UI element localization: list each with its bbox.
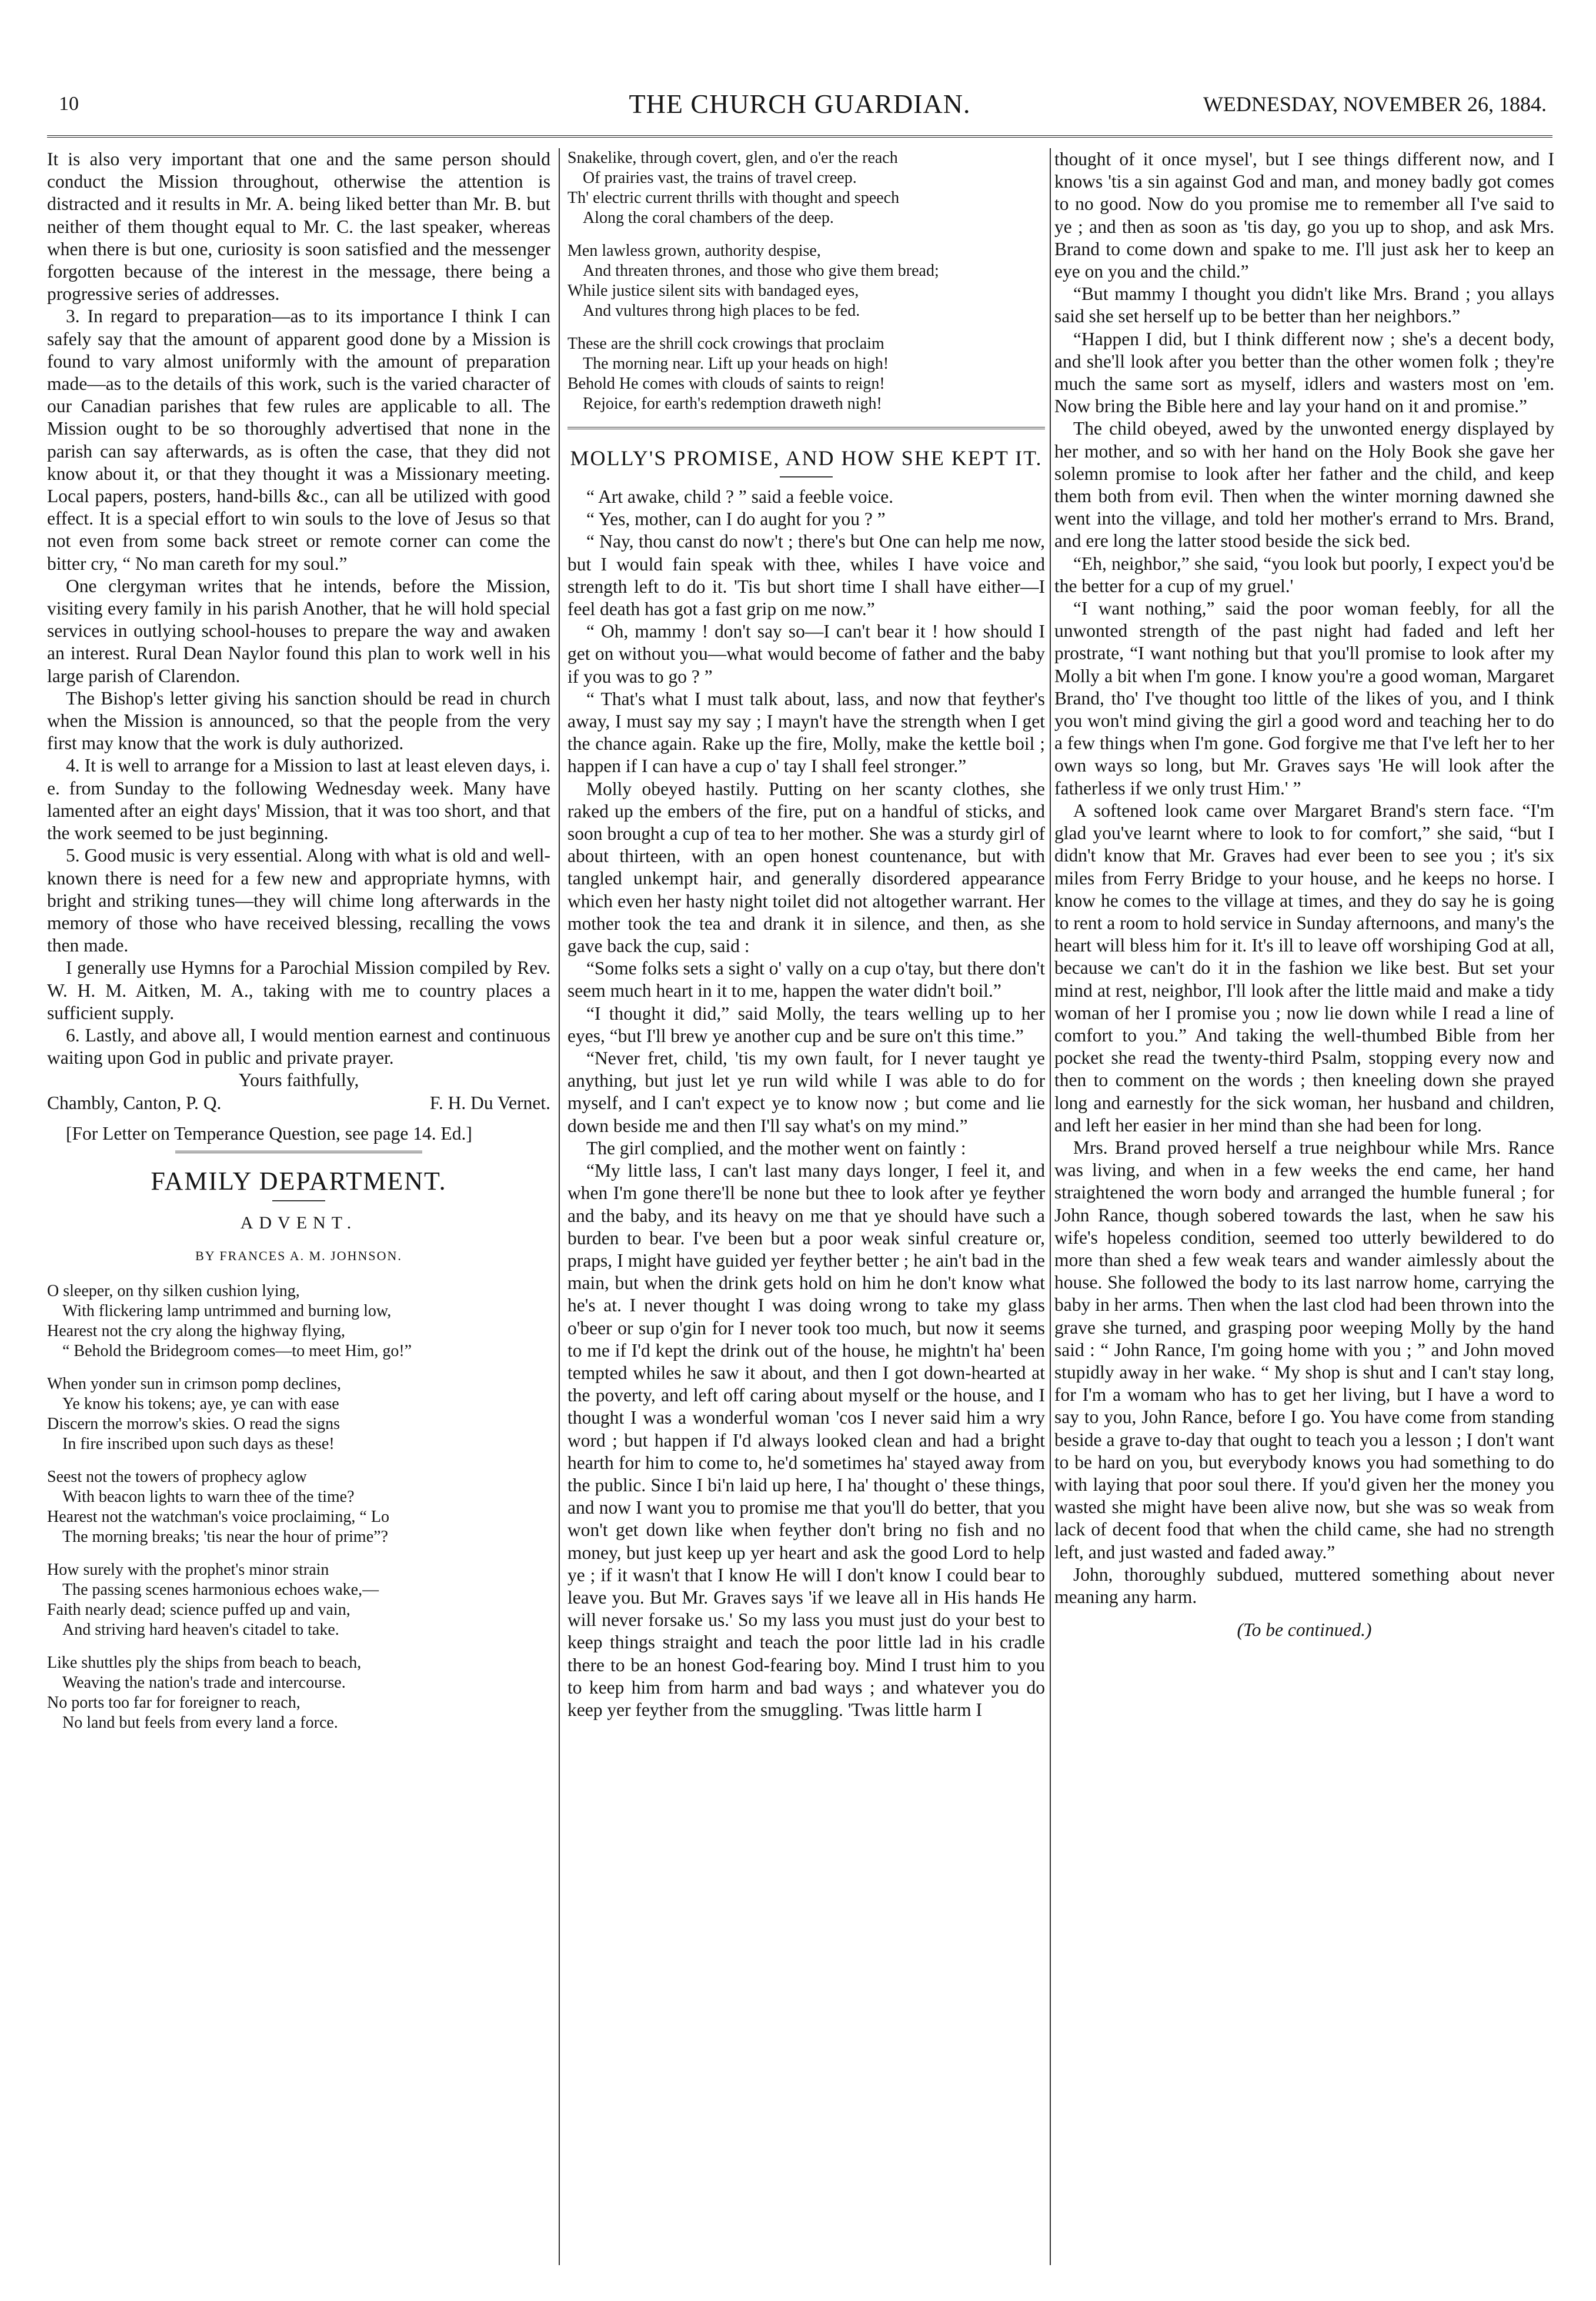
paragraph: “ Art awake, child ? ” said a feeble voice. (586, 486, 894, 507)
paragraph: “ That's what I must talk about, lass, and now that feyther's away, I must say my say ; I mayn't have the strength when I get the chance again. Rake up the fire, Molly, make the kettle boil ; happen if I can have a cup o' tay I shall feel stronger.” (567, 688, 1045, 777)
paragraph: The girl complied, and the mother went on faintly : (586, 1137, 966, 1158)
poem-stanza (47, 1560, 550, 1640)
column-2 (567, 148, 1045, 2289)
poem-stanza (567, 241, 1045, 321)
poem-line: And vultures throng high places to be fed. (583, 302, 860, 320)
poem-line: And threaten thrones, and those who give them bread; (583, 262, 939, 280)
paragraph: “Eh, neighbor,” she said, “you look but poorly, I expect you'd be the better for a cup of my gruel.' (1054, 553, 1554, 596)
paragraph: “ Nay, thou canst do now't ; there's but One can help me now, but I would fain speak with thee, whiles I have voice and strength left to do it. 'Tis but short time I shall have either—I feel death has got a fast grip on me now.” (567, 531, 1045, 620)
poem-stanza (567, 334, 1045, 414)
column-3 (1054, 148, 1554, 2289)
paragraph: 4. It is well to arrange for a Mission to last at least eleven days, i. e. from Sunday to the following Wednesday week. Many have lamented after an eight days' Mission, that it was too short, and that the work seemed to be just beginning. (47, 755, 550, 844)
poem-line: Hearest not the cry along the highway flying, (47, 1322, 345, 1341)
page-number: 10 (59, 93, 79, 115)
letter-closing: Yours faithfully, (238, 1070, 359, 1091)
poem-line: How surely with the prophet's minor strain (47, 1561, 329, 1579)
paragraph: “I thought it did,” said Molly, the tears welling up to her eyes, “but I'll brew ye another cup and be sure on't this time.” (567, 1003, 1045, 1046)
paragraph: thought of it once mysel', but I see things different now, and I knows 'tis a sin against God and man, and money badly got comes to no good. Now do you promise me to remember all I've said to ye ; and then as soon as 'tis day, go you up to shop, and ask Mrs. Brand to come down and spake to me. I'll just ask her to keep an eye on you and the child.” (1054, 149, 1554, 282)
poem-part-1 (47, 1281, 550, 1733)
paragraph: “ Oh, mammy ! don't say so—I can't bear it ! how should I get on without you—what would become of father and the baby if you was to go ? ” (567, 621, 1045, 687)
poem-line: Faith nearly dead; science puffed up and vain, (47, 1601, 350, 1619)
paragraph: “But mammy I thought you didn't like Mrs. Brand ; you allays said she set herself up to be better than her neighbors.” (1054, 283, 1554, 327)
paragraph: A softened look came over Margaret Brand's stern face. “I'm glad you've learnt where to look to for comfort,” she said, “but I didn't know that Mr. Graves had ever been to see you ; it's six miles from Ferry Bridge to your house, and he keeps no horse. I know he comes to the village at times, and they do say he is going to rent a room to hold service in Sunday afternoons, and many's the heart will bless him for it. It's ill to leave off worshiping God at all, because we can't do it in the fashion we like best. But set your mind at rest, neighbor, I'll look after the little maid and make a tidy woman of her I promise you ; now lie down while I read a line of comfort to you.” And taking the well-thumbed Bible from her pocket she read the twenty-third Psalm, stopping every now and then to comment on the words ; then kneeling down she prayed long and earnestly for the sick woman, her husband and children, and left her easier in her mind than she had been for long. (1054, 800, 1554, 1136)
column-divider (559, 148, 560, 2265)
poem-line: Seest not the towers of prophecy aglow (47, 1468, 307, 1487)
paragraph: “Some folks sets a sight o' vally on a cup o'tay, but there don't seem much heart in it to me, happen the water didn't boil.” (567, 958, 1045, 1001)
paragraph: John, thoroughly subdued, muttered something about never meaning any harm. (1054, 1564, 1554, 1607)
poem-line: Discern the morrow's skies. O read the signs (47, 1415, 340, 1434)
letter-signature-line (47, 1092, 550, 1114)
section-divider (567, 427, 1045, 429)
poem-title: ADVENT. (240, 1213, 358, 1233)
poem-line: Of prairies vast, the trains of travel creep. (583, 169, 857, 187)
masthead (47, 88, 1552, 138)
section-title: FAMILY DEPARTMENT. (151, 1166, 447, 1195)
poem-byline: BY FRANCES A. M. JOHNSON. (195, 1248, 402, 1264)
poem-line: With flickering lamp untrimmed and burning low, (62, 1302, 392, 1321)
poem-line: Hearest not the watchman's voice proclaiming, “ Lo (47, 1508, 389, 1527)
poem-line: The passing scenes harmonious echoes wake,— (62, 1581, 379, 1599)
poem-line: O sleeper, on thy silken cushion lying, (47, 1282, 300, 1301)
poem-line: Along the coral chambers of the deep. (583, 209, 834, 227)
poem-line: The morning near. Lift up your heads on high! (583, 355, 889, 373)
issue-date: WEDNESDAY, NOVEMBER 26, 1884. (1203, 92, 1547, 116)
poem-line: In fire inscribed upon such days as these! (62, 1435, 335, 1454)
paragraph: “My little lass, I can't last many days longer, I feel it, and when I'm gone there'll be none but thee to look after ye feyther and the baby, and its heavy on me that ye should have such a burden to bear. I've been but a poor weak sinful creature or, praps, I might have guided yer feyther better ; he ain't bad in the main, but when the drink gets hold on him he don't know what he's at. I never thought I was doing wrong to take my glass o'beer or sup o'gin for I never took too much, but now it seems to me if I'd kept the drink out of the house, he mightn't ha' been tempted whiles he saw it about, and then I got down-hearted at the poverty, and left off caring about myself or the house, and I thought I was a wonderful woman 'cos I never said him a wry word ; but happen if I'd always looked clean and had a bright hearth for him to come to, he'd sometimes ha' stayed away from the public. Since I bi'n laid up here, I ha' thought o' these things, and now I want you to promise me that you'll do better, that you won't get down like when feyther don't bring no fish and no money, but just keep up yer heart and ask the good Lord to help ye ; if it wasn't that I know He will I don't know I could bear to leave you. But Mr. Graves says 'if we leave all in His hands He will never forsake us.' So my lass you must just do your best to keep things straight and teach the poor little lad in his cradle there to be an honest God-fearing boy. Mind I trust him to you to keep him from harm and bad ways ; and whatever you do keep yer feyther from the smuggling. 'Twas little harm I (567, 1160, 1045, 1720)
poem-line: Like shuttles ply the ships from beach to beach, (47, 1654, 362, 1672)
paragraph: The Bishop's letter giving his sanction should be read in church when the Mission is announced, so that the people from the very first may know that the work is duly authorized. (47, 687, 550, 754)
poem-line: The morning breaks; 'tis near the hour of prime”? (62, 1528, 388, 1547)
paragraph: One clergyman writes that he intends, before the Mission, visiting every family in his parish Another, that he will hold special services in outlying school-houses to prepare the way and awaken an interest. Rural Dean Naylor found this plan to work well in his large parish of Clarendon. (47, 575, 550, 686)
paragraph: “Never fret, child, 'tis my own fault, for I never taught ye anything, but just let ye run wild while I was able to do for myself, and I can't expect ye to know now ; but come and lie down beside me and then I'll say what's on my mind.” (567, 1048, 1045, 1136)
column-1 (47, 148, 550, 2289)
poem-line: When yonder sun in crimson pomp declines, (47, 1375, 342, 1394)
paragraph: Mrs. Brand proved herself a true neighbour while Mrs. Rance was living, and when in a few weeks the end came, her hand straightened the worn body and arranged the humble funeral ; for John Rance, though sobered towards the last, when he saw his wife's hopeless condition, seemed too utterly bewildered to do more than shed a few weak tears and wander aimlessly about the house. She followed the body to its last narrow home, carrying the baby in her arms. Then when the last clod had been thrown into the grave she turned, and grasping poor weeping Molly by the hand said : “ John Rance, I'm going home with you ; ” and John moved stupidly away in her wake. “ My shop is shut and I can't stay long, for I'm a womam who has to get her living, but I have a word to say to you, John Rance, before I go. You have come from standing beside a grave to-day that ought to teach you a lesson ; I don't want to be hard on you, but everybody knows you had something to do with laying that poor soul there. If you'd given her the money you wasted she might have been alive now, but she was so weak from lack of decent food that when the child came, she had no strength left, and just wasted and faded away.” (1054, 1137, 1554, 1562)
poem-line: No ports too far for foreigner to reach, (47, 1694, 300, 1712)
poem-stanza (47, 1467, 550, 1547)
paragraph: I generally use Hymns for a Parochial Mission compiled by Rev. W. H. M. Aitken, M. A., taking with me to country places a sufficient supply. (47, 957, 550, 1023)
paragraph: 5. Good music is very essential. Along with what is old and well-known there is need for a few new and appropriate hymns, with bright and striking tunes—they will chime long afterwards in the memory of those who have received blessing, recalling the vows then made. (47, 845, 550, 956)
title-divider (780, 476, 833, 477)
paragraph: It is also very important that one and the same person should conduct the Mission throughout, otherwise the attention is distracted and it results in Mr. A. being liked better than Mr. B. but neither of them thought equal to Mr. C. the last speaker, whereas when there is but one, curiosity is soon satisfied and the messenger forgotten because of the interest in the message, there being a progressive series of addresses. (47, 149, 550, 305)
letter-place: Chambly, Canton, P. Q. (47, 1092, 222, 1113)
section-divider (175, 1151, 422, 1153)
newspaper-title: THE CHURCH GUARDIAN. (629, 89, 971, 119)
paragraph: “I want nothing,” said the poor woman feebly, for all the unwonted strength of the past night had faded and left her prostrate, “I want nothing but that you'll promise to look after my Molly a bit when I'm gone. I know you're a good woman, Margaret Brand, tho' I've thought too little of the likes of you, and I think you won't mind giving the girl a good word and teaching her to do a few things when I'm gone. God forgive me that I've left her to her own ways so long, but Mr. Graves says 'He will look after the fatherless if we only trust Him.' ” (1054, 598, 1554, 799)
to-be-continued: (To be continued.) (1237, 1619, 1372, 1641)
poem-line: Rejoice, for earth's redemption draweth nigh! (583, 395, 882, 413)
letter-signature: F. H. Du Vernet. (429, 1092, 550, 1113)
poem-line: No land but feels from every land a force. (62, 1714, 338, 1732)
poem-stanza (47, 1653, 550, 1733)
poem-stanza (567, 148, 1045, 228)
poem-line: Men lawless grown, authority despise, (567, 242, 821, 260)
poem-line: “ Behold the Bridegroom comes—to meet Him, go!” (62, 1342, 412, 1361)
paragraph: “ Yes, mother, can I do aught for you ? ” (586, 509, 886, 530)
poem-line: Weaving the nation's trade and intercourse. (62, 1674, 346, 1692)
paragraph: “Happen I did, but I think different now ; she's a decent body, and she'll look after you better than the other women folk ; they're much the same sort as myself, idlers and wasters most on 'em. Now bring the Bible here and lay your hand on it and promise.” (1054, 328, 1554, 417)
poem-line: Snakelike, through covert, glen, and o'er the reach (567, 149, 898, 167)
poem-stanza (47, 1374, 550, 1454)
title-divider (272, 1200, 325, 1201)
poem-line: Ye know his tokens; aye, ye can with ease (62, 1395, 339, 1414)
paragraph: 3. In regard to preparation—as to its importance I think I can safely say that the amount of apparent good done by a Mission is found to vary almost uniformly with the amount of preparation made—as to the details of this work, such is the varied character of our Canadian parishes that few rules are applicable to all. The Mission ought to be so thoroughly advertised that none in the parish can say afterwards, as is often the case, that they did not know about it, or that they thought it was a Missionary meeting. Local papers, posters, hand-bills &c., can all be utilized with good effect. It is a special effort to win souls to the love of Jesus so that not even from some back street or remote corner can come the bitter cry, “ No man careth for my soul.” (47, 306, 550, 574)
poem-stanza (47, 1281, 550, 1361)
paragraph: Molly obeyed hastily. Putting on her scanty clothes, she raked up the embers of the fire, put on a handful of sticks, and soon brought a cup of tea to her mother. She was a sturdy girl of about thirteen, with an open honest countenance, but with tangled unkempt hair, and generally disordered appearance which even her hasty night toilet did not altogether warrant. Her mother took the tea and drank it in silence, and then, as she gave back the cup, said : (567, 778, 1045, 957)
poem-line: Behold He comes with clouds of saints to reign! (567, 375, 885, 393)
story-title: MOLLY'S PROMISE, AND HOW SHE KEPT IT. (570, 446, 1043, 470)
editor-note: [For Letter on Temperance Question, see page 14. Ed.] (66, 1123, 472, 1144)
column-divider (1050, 148, 1051, 2265)
poem-line: And striving hard heaven's citadel to take. (62, 1621, 339, 1639)
paragraph: 6. Lastly, and above all, I would mention earnest and continuous waiting upon God in public and private prayer. (47, 1024, 550, 1068)
poem-part-2 (567, 148, 1045, 414)
poem-line: While justice silent sits with bandaged eyes, (567, 282, 859, 300)
paragraph: The child obeyed, awed by the unwonted energy displayed by her mother, and so with her hand on the Holy Book she gave her solemn promise to look after her father and the child, and keep them both from evil. Then when the winter morning dawned she went into the village, and told her mother's errand to Mrs. Brand, and ere long the latter stood beside the sick bed. (1054, 418, 1554, 552)
poem-line: Th' electric current thrills with thought and speech (567, 189, 900, 207)
poem-line: These are the shrill cock crowings that proclaim (567, 335, 884, 353)
poem-line: With beacon lights to warn thee of the time? (62, 1488, 355, 1507)
